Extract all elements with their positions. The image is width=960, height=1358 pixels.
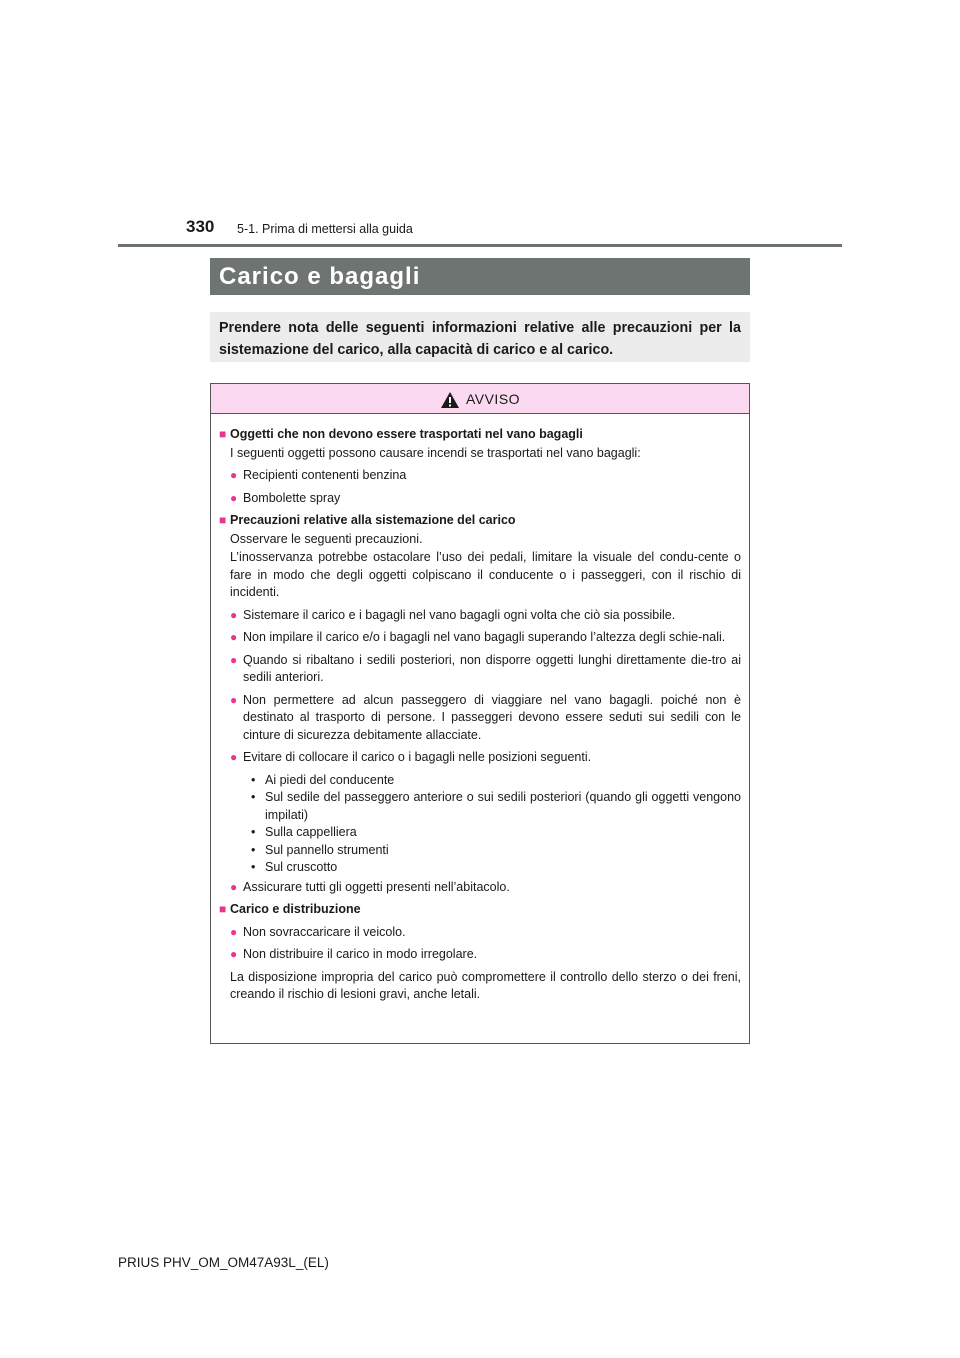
warning-label: AVVISO bbox=[465, 390, 521, 407]
list-item: ● Evitare di collocare il carico o i bagagli nelle posizioni seguenti. bbox=[219, 749, 741, 767]
list-item: ● Recipienti contenenti benzina bbox=[219, 467, 741, 485]
paragraph: La disposizione impropria del carico può compromettere il controllo dello sterzo o dei freni, creando il rischio di lesioni gravi, anche letali. bbox=[230, 969, 741, 1001]
list-item: ● Bombolette spray bbox=[219, 490, 741, 508]
section-heading: ■ Precauzioni relative alla sistemazione del carico bbox=[219, 512, 741, 530]
circle-bullet-icon: ● bbox=[230, 490, 238, 505]
footer-code: PRIUS PHV_OM_OM47A93L_(EL) bbox=[118, 1255, 329, 1270]
circle-bullet-icon: ● bbox=[230, 924, 238, 939]
section-heading: ■ Carico e distribuzione bbox=[219, 901, 741, 919]
sub-list-item: • Sul pannello strumenti bbox=[251, 842, 389, 857]
circle-bullet-icon: ● bbox=[230, 947, 238, 961]
square-bullet-icon: ■ bbox=[219, 902, 227, 916]
title-bar bbox=[210, 258, 750, 295]
warning-box bbox=[210, 383, 750, 1044]
list-item: ● Non impilare il carico e/o i bagagli nel vano bagagli superando l’altezza degli schie-nali. bbox=[219, 629, 741, 647]
list-item: ● Assicurare tutti gli oggetti presenti nell’abitacolo. bbox=[219, 879, 741, 897]
paragraph: Osservare le seguenti precauzioni. bbox=[230, 531, 423, 546]
warning-triangle-icon bbox=[440, 391, 460, 409]
intro-box: Prendere nota delle seguenti informazioni relative alle precauzioni per la sistemazione del carico, alla capacità di carico e al carico. bbox=[210, 312, 750, 362]
paragraph: L’inosservanza potrebbe ostacolare l’uso dei pedali, limitare la visuale del condu-cente o fare in modo che degli oggetti colpiscano il conducente o i passeggeri, con il rischio di incidenti. bbox=[230, 550, 741, 599]
header-rule bbox=[118, 244, 842, 247]
section-heading: ■ Oggetti che non devono essere trasportati nel vano bagagli bbox=[219, 426, 741, 444]
section-label: 5-1. Prima di mettersi alla guida bbox=[237, 222, 413, 236]
sub-list bbox=[219, 772, 741, 877]
square-bullet-icon: ■ bbox=[219, 427, 227, 441]
circle-bullet-icon: ● bbox=[230, 750, 238, 764]
warning-body bbox=[211, 414, 749, 1004]
list-item: ● Non sovraccaricare il veicolo. bbox=[219, 924, 741, 942]
circle-bullet-icon: ● bbox=[230, 468, 238, 482]
square-bullet-icon: ■ bbox=[219, 513, 227, 527]
list-item: ● Non distribuire il carico in modo irregolare. bbox=[219, 946, 741, 964]
page-number: 330 bbox=[186, 217, 215, 236]
circle-bullet-icon: ● bbox=[230, 630, 238, 644]
circle-bullet-icon: ● bbox=[230, 652, 238, 667]
page-title: Carico e bagagli bbox=[219, 262, 421, 290]
circle-bullet-icon: ● bbox=[230, 692, 238, 707]
warning-header bbox=[211, 384, 749, 414]
list-item: ● Sistemare il carico e i bagagli nel vano bagagli ogni volta che ciò sia possibile. bbox=[219, 607, 741, 625]
sub-list-item: • Sul cruscotto bbox=[251, 860, 338, 874]
paragraph: I seguenti oggetti possono causare incendi se trasportati nel vano bagagli: bbox=[230, 445, 641, 460]
circle-bullet-icon: ● bbox=[230, 879, 238, 894]
sub-list-item: • Ai piedi del conducente bbox=[251, 772, 395, 787]
sub-list-item: • Sul sedile del passeggero anteriore o sui sedili posteriori (quando gli oggetti vengono impilati) bbox=[251, 790, 741, 822]
list-item: ● Quando si ribaltano i sedili posteriori, non disporre oggetti lunghi direttamente die-tro ai sedili anteriori. bbox=[219, 652, 741, 687]
list-item: ● Non permettere ad alcun passeggero di viaggiare nel vano bagagli. poiché non è destinato al trasporto di persone. I passeggeri devono essere seduti sui sedili con le cinture di sicurezza debitamente allacciate. bbox=[219, 692, 741, 745]
circle-bullet-icon: ● bbox=[230, 607, 238, 622]
sub-list-item: • Sulla cappelliera bbox=[251, 825, 357, 839]
